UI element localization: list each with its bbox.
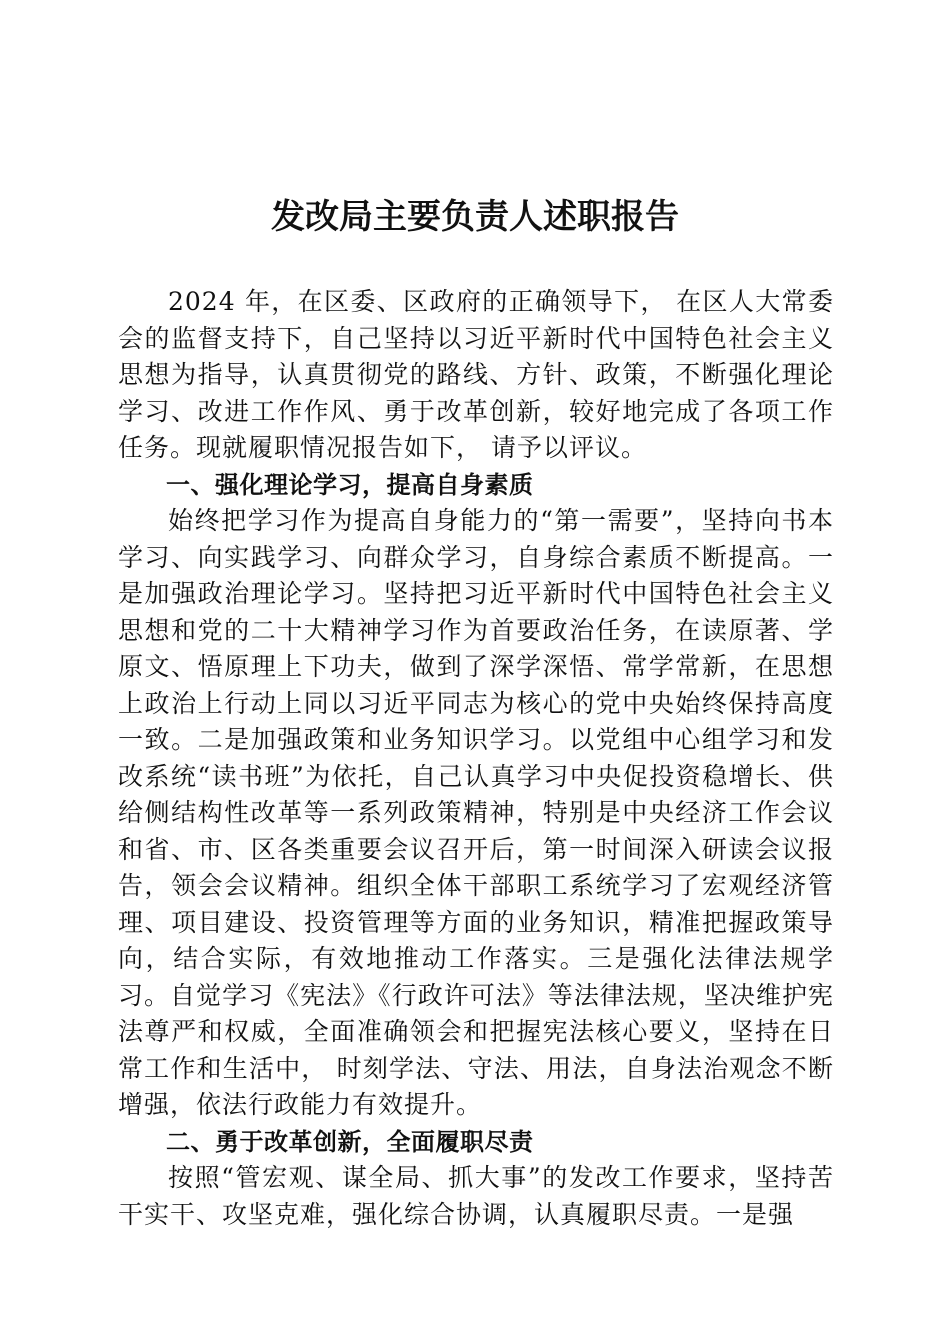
document-body (118, 284, 834, 1233)
document-title: 发改局主要负责人述职报告 (271, 197, 679, 237)
section-1-heading: 一、强化理论学习，提高自身素质 (166, 470, 534, 499)
section-1-paragraph: 始终把学习作为提高自身能力的“第一需要”，坚持向书本学习、向实践学习、向群众学习，自身综合素质不断提高。一是加强政治理论学习。坚持把习近平新时代中国特色社会主义思想和党的二十大精神学习作为首要政治任务，在读原著、学原文、悟原理上下功夫，做到了深学深悟、常学常新，在思想上政治上行动上同以习近平同志为核心的党中央始终保持高度一致。二是加强政策和业务知识学习。以党组中心组学习和发改系统“读书班”为依托，自己认真学习中央促投资稳增长、供给侧结构性改革等一系列政策精神，特别是中央经济工作会议和省、市、区各类重要会议召开后，第一时间深入研读会议报告，领会会议精神。组织全体干部职工系统学习了宏观经济管理、项目建设、投资管理等方面的业务知识，精准把握政策导向，结合实际，有效地推动工作落实。三是强化法律法规学习。自觉学习《宪法》《行政许可法》等法律法规，坚决维护宪法尊严和权威，全面准确领会和把握宪法核心要义，坚持在日常工作和生活中， 时刻学法、守法、用法，自身法治观念不断增强，依法行政能力有效提升。 (118, 506, 834, 1119)
intro-paragraph: 2024 年，在区委、区政府的正确领导下， 在区人大常委会的监督支持下，自己坚持以习近平新时代中国特色社会主义思想为指导，认真贯彻党的路线、方针、政策，不断强化理论学习、改进工作作风、勇于改革创新，较好地完成了各项工作任务。现就履职情况报告如下， 请予以评议。 (118, 287, 834, 462)
section-2-paragraph: 按照“管宏观、谋全局、抓大事”的发改工作要求，坚持苦干实干、攻坚克难，强化综合协调，认真履职尽责。一是强 (118, 1163, 834, 1229)
section-2-heading: 二、勇于改革创新，全面履职尽责 (166, 1127, 534, 1156)
